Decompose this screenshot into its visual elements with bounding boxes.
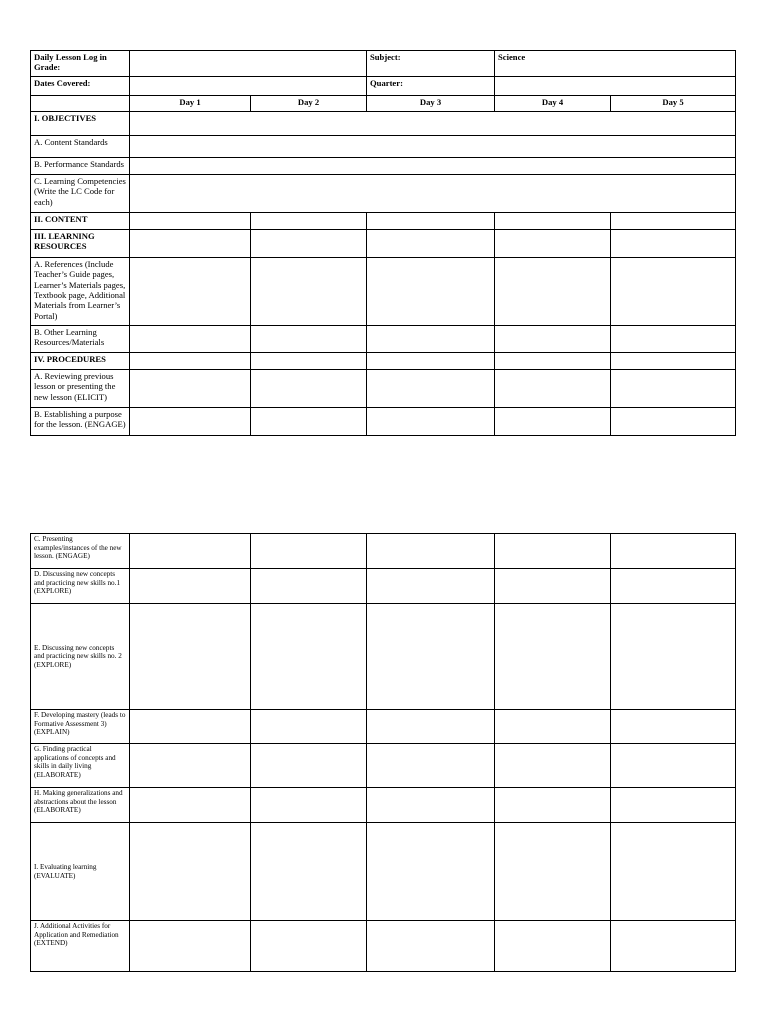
applications-day-4[interactable] (495, 744, 611, 788)
discussing2-day-4[interactable] (495, 604, 611, 710)
discussing1-day-3[interactable] (367, 569, 495, 604)
content-day-2[interactable] (251, 213, 367, 230)
reviewing-day-1[interactable] (130, 370, 251, 408)
row-establishing (31, 408, 736, 436)
generalizations-day-3[interactable] (367, 788, 495, 823)
subject-label: Subject: (367, 51, 495, 77)
learning-resources-day-2[interactable] (251, 230, 367, 258)
content-day-1[interactable] (130, 213, 251, 230)
generalizations-day-1[interactable] (130, 788, 251, 823)
row-objectives (31, 112, 736, 136)
references-day-2[interactable] (251, 258, 367, 326)
row-generalizations (31, 788, 736, 823)
applications-day-2[interactable] (251, 744, 367, 788)
other-resources-day-1[interactable] (130, 326, 251, 353)
procedures-day-5[interactable] (611, 353, 736, 370)
presenting-day-3[interactable] (367, 534, 495, 569)
row-applications (31, 744, 736, 788)
discussing2-day-5[interactable] (611, 604, 736, 710)
mastery-day-5[interactable] (611, 710, 736, 744)
additional-label: J. Additional Activities for Application and Remediation (EXTEND) (31, 921, 130, 972)
discussing2-day-2[interactable] (251, 604, 367, 710)
evaluating-day-5[interactable] (611, 823, 736, 921)
references-day-4[interactable] (495, 258, 611, 326)
learning-competencies-label: C. Learning Competencies (Write the LC Code for each) (31, 175, 130, 213)
row-discussing2 (31, 604, 736, 710)
discussing2-label: E. Discussing new concepts and practicing new skills no. 2 (EXPLORE) (31, 604, 130, 710)
grade-label: Daily Lesson Log in Grade: (31, 51, 130, 77)
day-3-header: Day 3 (367, 96, 495, 112)
discussing1-day-5[interactable] (611, 569, 736, 604)
generalizations-label: H. Making generalizations and abstractions about the lesson (ELABORATE) (31, 788, 130, 823)
content-day-5[interactable] (611, 213, 736, 230)
row-mastery (31, 710, 736, 744)
dates-value-cell[interactable] (130, 77, 367, 96)
row-other-resources (31, 326, 736, 353)
row-presenting (31, 534, 736, 569)
day-1-header: Day 1 (130, 96, 251, 112)
procedures-label: IV. PROCEDURES (31, 353, 130, 370)
establishing-label: B. Establishing a purpose for the lesson. (ENGAGE) (31, 408, 130, 436)
applications-day-1[interactable] (130, 744, 251, 788)
presenting-day-2[interactable] (251, 534, 367, 569)
presenting-day-1[interactable] (130, 534, 251, 569)
procedures-day-2[interactable] (251, 353, 367, 370)
lesson-log-table-page2 (30, 533, 736, 972)
presenting-label: C. Presenting examples/instances of the new lesson. (ENGAGE) (31, 534, 130, 569)
discussing1-day-2[interactable] (251, 569, 367, 604)
mastery-label: F. Developing mastery (leads to Formative Assessment 3) (EXPLAIN) (31, 710, 130, 744)
content-label: II. CONTENT (31, 213, 130, 230)
row-reviewing (31, 370, 736, 408)
other-resources-day-2[interactable] (251, 326, 367, 353)
establishing-day-4[interactable] (495, 408, 611, 436)
establishing-day-1[interactable] (130, 408, 251, 436)
additional-day-4[interactable] (495, 921, 611, 972)
additional-day-2[interactable] (251, 921, 367, 972)
row-learning-competencies (31, 175, 736, 213)
procedures-day-3[interactable] (367, 353, 495, 370)
generalizations-day-5[interactable] (611, 788, 736, 823)
row-references (31, 258, 736, 326)
row-evaluating (31, 823, 736, 921)
establishing-day-2[interactable] (251, 408, 367, 436)
learning-competencies-cell[interactable] (130, 175, 736, 213)
day-5-header: Day 5 (611, 96, 736, 112)
procedures-day-4[interactable] (495, 353, 611, 370)
objectives-cell[interactable] (130, 112, 736, 136)
reviewing-day-3[interactable] (367, 370, 495, 408)
learning-resources-day-3[interactable] (367, 230, 495, 258)
presenting-day-5[interactable] (611, 534, 736, 569)
presenting-day-4[interactable] (495, 534, 611, 569)
learning-resources-day-4[interactable] (495, 230, 611, 258)
dates-label: Dates Covered: (31, 77, 130, 96)
mastery-day-1[interactable] (130, 710, 251, 744)
row-procedures (31, 353, 736, 370)
applications-day-5[interactable] (611, 744, 736, 788)
other-resources-day-4[interactable] (495, 326, 611, 353)
discussing1-day-1[interactable] (130, 569, 251, 604)
quarter-value-cell[interactable] (495, 77, 736, 96)
mastery-day-3[interactable] (367, 710, 495, 744)
days-corner-cell (31, 96, 130, 112)
references-day-5[interactable] (611, 258, 736, 326)
row-performance-standards (31, 158, 736, 175)
subject-value[interactable]: Science (495, 51, 736, 77)
header-row-grade (31, 51, 736, 77)
row-discussing1 (31, 569, 736, 604)
additional-day-5[interactable] (611, 921, 736, 972)
references-label: A. References (Include Teacher’s Guide pages, Learner’s Materials pages, Textbook page, Additional Materials from Learner’s Portal) (31, 258, 130, 326)
learning-resources-day-1[interactable] (130, 230, 251, 258)
other-resources-label: B. Other Learning Resources/Materials (31, 326, 130, 353)
discussing1-label: D. Discussing new concepts and practicing new skills no.1 (EXPLORE) (31, 569, 130, 604)
additional-day-1[interactable] (130, 921, 251, 972)
procedures-day-1[interactable] (130, 353, 251, 370)
generalizations-day-4[interactable] (495, 788, 611, 823)
applications-label: G. Finding practical applications of concepts and skills in daily living (ELABORATE) (31, 744, 130, 788)
content-day-4[interactable] (495, 213, 611, 230)
applications-day-3[interactable] (367, 744, 495, 788)
additional-day-3[interactable] (367, 921, 495, 972)
row-content-standards (31, 136, 736, 158)
establishing-day-5[interactable] (611, 408, 736, 436)
content-standards-cell[interactable] (130, 136, 736, 158)
reviewing-day-5[interactable] (611, 370, 736, 408)
generalizations-day-2[interactable] (251, 788, 367, 823)
lesson-log-table-page1 (30, 50, 736, 436)
mastery-day-4[interactable] (495, 710, 611, 744)
reviewing-day-4[interactable] (495, 370, 611, 408)
reviewing-day-2[interactable] (251, 370, 367, 408)
discussing2-day-1[interactable] (130, 604, 251, 710)
references-day-1[interactable] (130, 258, 251, 326)
performance-standards-label: B. Performance Standards (31, 158, 130, 175)
discussing1-day-4[interactable] (495, 569, 611, 604)
evaluating-label: I. Evaluating learning (EVALUATE) (31, 823, 130, 921)
quarter-label: Quarter: (367, 77, 495, 96)
day-2-header: Day 2 (251, 96, 367, 112)
content-standards-label: A. Content Standards (31, 136, 130, 158)
learning-resources-day-5[interactable] (611, 230, 736, 258)
evaluating-day-2[interactable] (251, 823, 367, 921)
grade-value-cell[interactable] (130, 51, 367, 77)
reviewing-label: A. Reviewing previous lesson or presenting the new lesson (ELICIT) (31, 370, 130, 408)
row-learning-resources (31, 230, 736, 258)
evaluating-day-1[interactable] (130, 823, 251, 921)
content-day-3[interactable] (367, 213, 495, 230)
other-resources-day-5[interactable] (611, 326, 736, 353)
mastery-day-2[interactable] (251, 710, 367, 744)
row-content (31, 213, 736, 230)
learning-resources-label: III. LEARNING RESOURCES (31, 230, 130, 258)
performance-standards-cell[interactable] (130, 158, 736, 175)
evaluating-day-4[interactable] (495, 823, 611, 921)
days-header-row (31, 96, 736, 112)
day-4-header: Day 4 (495, 96, 611, 112)
evaluating-day-3[interactable] (367, 823, 495, 921)
references-day-3[interactable] (367, 258, 495, 326)
establishing-day-3[interactable] (367, 408, 495, 436)
row-additional (31, 921, 736, 972)
other-resources-day-3[interactable] (367, 326, 495, 353)
discussing2-day-3[interactable] (367, 604, 495, 710)
objectives-label: I. OBJECTIVES (31, 112, 130, 136)
header-row-dates (31, 77, 736, 96)
